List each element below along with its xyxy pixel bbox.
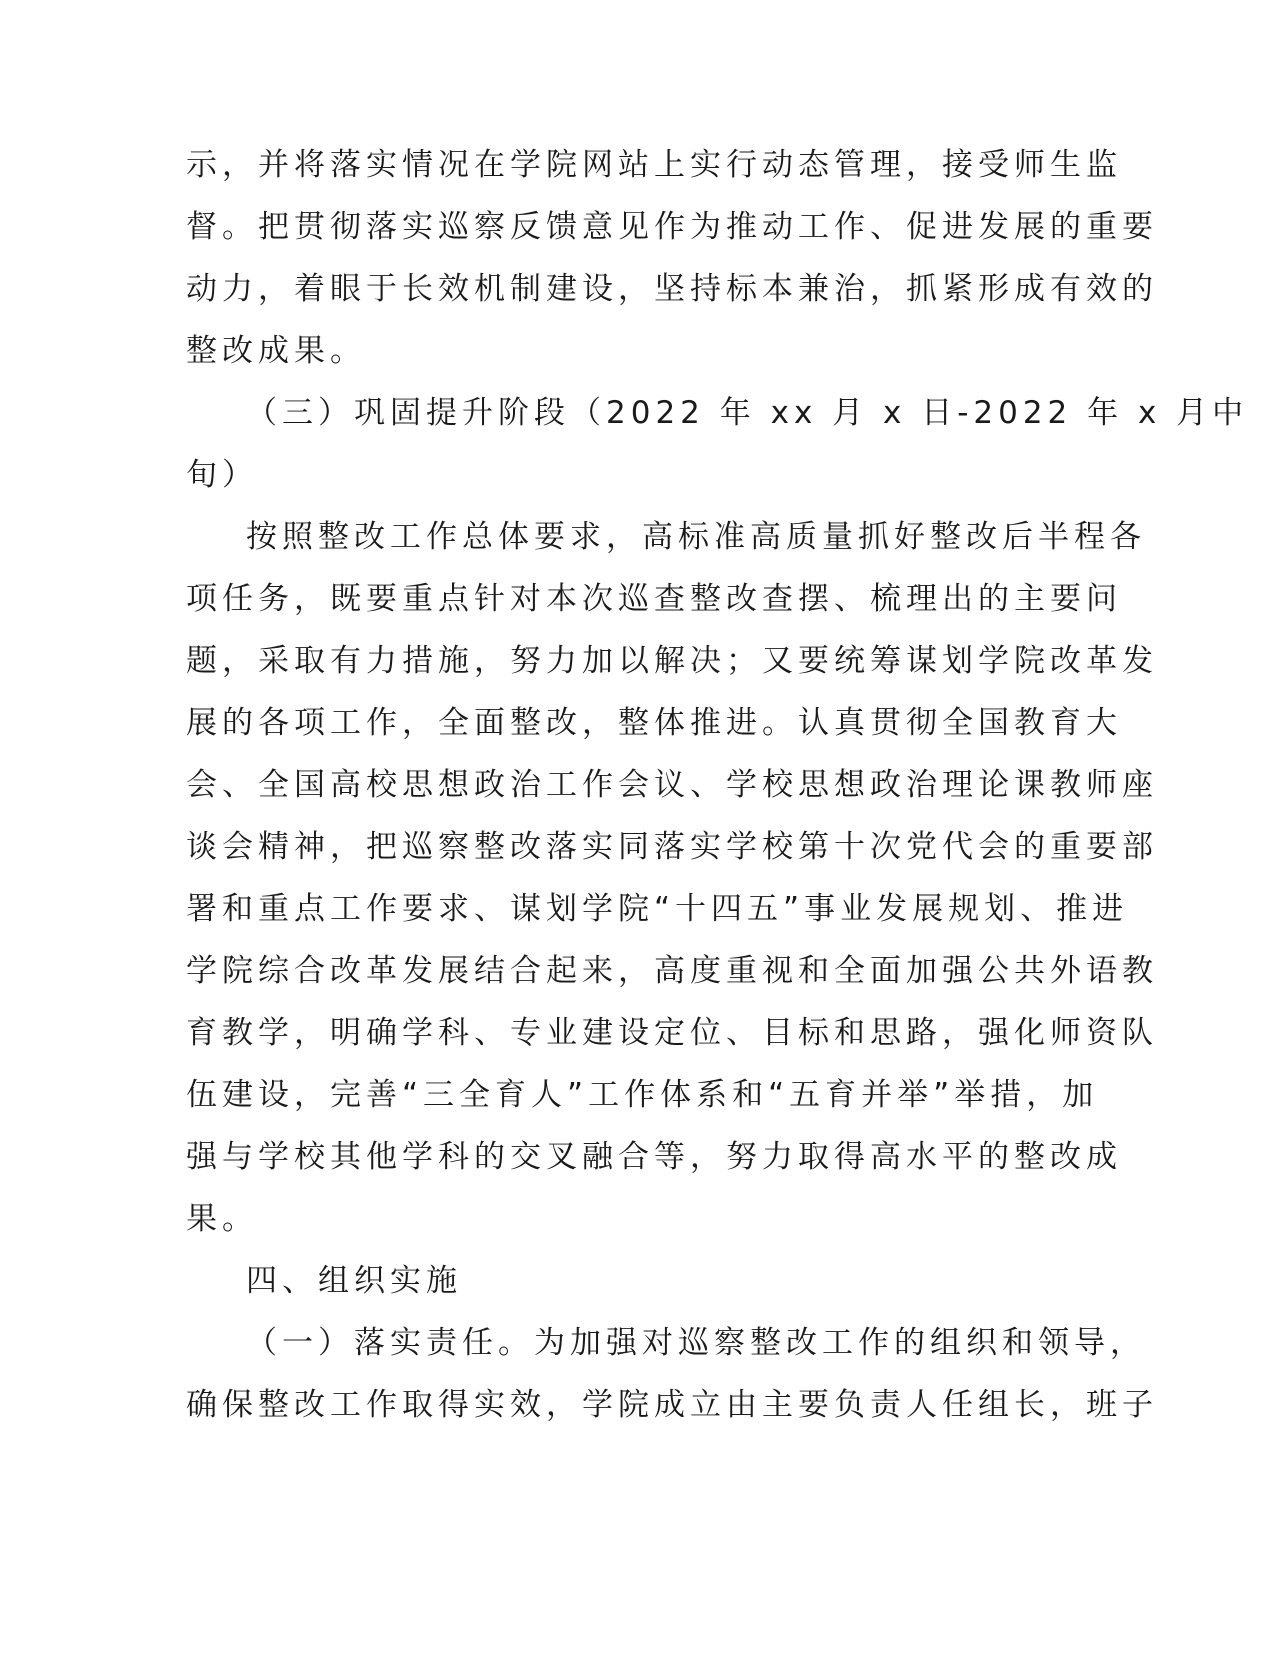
- subsection-heading: （一）落实责任。为加强对巡察整改工作的组织和领导，: [246, 1325, 1146, 1361]
- text-line: 伍建设，完善“三全育人”工作体系和“五育并举”举措，加: [186, 1077, 1099, 1113]
- text-line: 果。: [186, 1201, 258, 1237]
- text-line: 题，采取有力措施，努力加以解决；又要统筹谋划学院改革发: [186, 643, 1158, 679]
- section-heading: （三）巩固提升阶段（2022 年 xx 月 x 日-2022 年 x 月中: [246, 395, 1249, 431]
- text-line: 展的各项工作，全面整改，整体推进。认真贯彻全国教育大: [186, 705, 1122, 741]
- text-line: 谈会精神，把巡察整改落实同落实学校第十次党代会的重要部: [186, 829, 1158, 865]
- text-line: 项任务，既要重点针对本次巡查整改查摆、梳理出的主要问: [186, 581, 1122, 617]
- section-heading: 四、组织实施: [246, 1263, 462, 1299]
- text-line: 动力，着眼于长效机制建设，坚持标本兼治，抓紧形成有效的: [186, 271, 1158, 307]
- text-line: 确保整改工作取得实效，学院成立由主要负责人任组长，班子: [186, 1387, 1158, 1423]
- text-line: 强与学校其他学科的交叉融合等，努力取得高水平的整改成: [186, 1139, 1122, 1175]
- text-line: 署和重点工作要求、谋划学院“十四五”事业发展规划、推进: [186, 891, 1129, 927]
- text-line: 整改成果。: [186, 333, 366, 369]
- text-line: 示，并将落实情况在学院网站上实行动态管理，接受师生监: [186, 147, 1122, 183]
- text-line: 旬）: [186, 457, 258, 493]
- text-line: 按照整改工作总体要求，高标准高质量抓好整改后半程各: [246, 519, 1146, 555]
- text-line: 督。把贯彻落实巡察反馈意见作为推动工作、促进发展的重要: [186, 209, 1158, 245]
- text-line: 会、全国高校思想政治工作会议、学校思想政治理论课教师座: [186, 767, 1158, 803]
- text-line: 学院综合改革发展结合起来，高度重视和全面加强公共外语教: [186, 953, 1158, 989]
- text-line: 育教学，明确学科、专业建设定位、目标和思路，强化师资队: [186, 1015, 1158, 1051]
